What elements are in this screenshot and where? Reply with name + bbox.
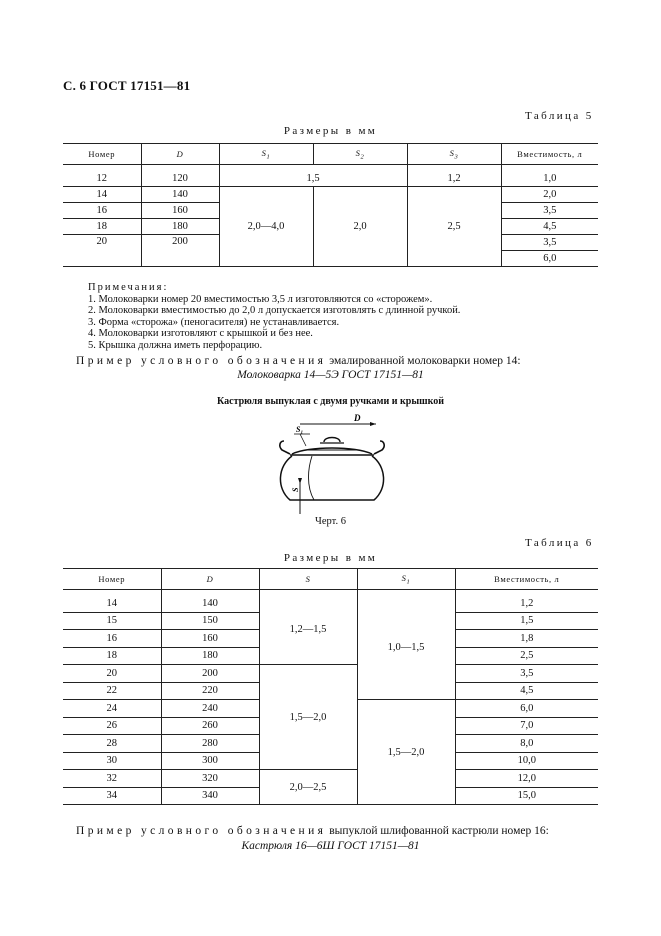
- table-cell: 8,0: [455, 735, 598, 753]
- example1-lead: Пример условного обозначения: [76, 355, 327, 367]
- table-cell: 7,0: [455, 717, 598, 735]
- table6-caption: Таблица 6: [525, 537, 594, 549]
- table-cell: 160: [141, 202, 219, 218]
- label-s1: S₁: [296, 425, 304, 434]
- table6-header-s: S: [259, 569, 357, 590]
- table-cell: 1,5: [455, 612, 598, 630]
- table-cell: 220: [161, 682, 259, 700]
- note-item: 5. Крышка должна иметь перфорацию.: [88, 339, 263, 351]
- table-cell: 1,5: [219, 171, 407, 187]
- table-cell: 150: [161, 612, 259, 630]
- table-cell: 180: [141, 218, 219, 234]
- table5: [63, 143, 598, 267]
- table-cell: 34: [63, 787, 161, 805]
- table6: [63, 568, 598, 805]
- example1-line: [76, 355, 521, 367]
- table-cell: 2,5: [407, 186, 501, 266]
- table-cell: 20: [63, 234, 141, 266]
- table-cell: 2,0: [313, 186, 407, 266]
- table-cell: 28: [63, 735, 161, 753]
- table-cell: 180: [161, 647, 259, 665]
- table6-header-volume: Вместимость, л: [455, 569, 598, 590]
- table-cell: 2,0—4,0: [219, 186, 313, 266]
- table-cell: 1,0: [501, 171, 598, 187]
- table-cell: 14: [63, 595, 161, 612]
- table-cell: 3,5: [501, 202, 598, 218]
- table-cell: 20: [63, 665, 161, 683]
- table-cell: 16: [63, 202, 141, 218]
- figure-caption: Черт. 6: [315, 516, 346, 527]
- note-item: 3. Форма «сторожа» (пеногасителя) не устанавливается.: [88, 316, 340, 328]
- notes-title: Примечания:: [88, 282, 169, 293]
- table-cell: 1,5—2,0: [357, 700, 455, 805]
- example2-line: [76, 825, 549, 837]
- table5-header-s2: $S_2$: [313, 144, 407, 165]
- example1-code: Молоковарка 14—5Э ГОСТ 17151—81: [237, 369, 424, 381]
- table5-caption: Таблица 5: [525, 110, 594, 122]
- notes: [88, 282, 460, 352]
- table-cell: 26: [63, 717, 161, 735]
- table6-header-nomer: Номер: [63, 569, 161, 590]
- table-cell: 140: [141, 186, 219, 202]
- table-cell: 15,0: [455, 787, 598, 805]
- label-d: D: [354, 413, 361, 423]
- example2-code: Кастрюля 16—6Ш ГОСТ 17151—81: [241, 840, 420, 852]
- table-cell: 1,2: [455, 595, 598, 612]
- label-s: S: [291, 487, 300, 492]
- table-cell: 2,5: [455, 647, 598, 665]
- table-cell: 240: [161, 700, 259, 718]
- table5-header-s1: $S_1$: [219, 144, 313, 165]
- table-cell: 14: [63, 186, 141, 202]
- table-cell: 3,5: [455, 665, 598, 683]
- table-cell: 2,0: [501, 186, 598, 202]
- table-cell: 2,0—2,5: [259, 770, 357, 805]
- table-cell: 12: [63, 171, 141, 187]
- table5-header-nomer: Номер: [63, 144, 141, 165]
- table-cell: 10,0: [455, 752, 598, 770]
- table-cell: 6,0: [455, 700, 598, 718]
- table-cell: 140: [161, 595, 259, 612]
- table-cell: 1,5—2,0: [259, 665, 357, 770]
- table6-header-d: D: [161, 569, 259, 590]
- example2-rest: выпуклой шлифованной кастрюли номер 16:: [326, 825, 549, 837]
- table6-header-s1: $S_1$: [357, 569, 455, 590]
- figure-title: Кастрюля выпуклая с двумя ручками и крышкой: [217, 396, 444, 407]
- table-cell: 1,2—1,5: [259, 595, 357, 665]
- note-item: 4. Молоковарки изготовляют с крышкой и без нее.: [88, 328, 313, 340]
- pot-drawing: [268, 408, 388, 519]
- table-cell: 260: [161, 717, 259, 735]
- table-cell: 18: [63, 647, 161, 665]
- example1-rest: эмалированной молоковарки номер 14:: [326, 355, 521, 367]
- table-cell: 280: [161, 735, 259, 753]
- table-cell: 16: [63, 630, 161, 648]
- table-cell: 3,5: [501, 234, 598, 250]
- table-cell: 200: [141, 234, 219, 266]
- table-cell: 1,0—1,5: [357, 595, 455, 700]
- table-cell: 1,2: [407, 171, 501, 187]
- table5-header-s3: $S_3$: [407, 144, 501, 165]
- note-item: 2. Молоковарки вместимостью до 2,0 л допускается изготовлять с длинной ручкой.: [88, 305, 461, 317]
- table-cell: 30: [63, 752, 161, 770]
- table-cell: 12,0: [455, 770, 598, 788]
- table-cell: 340: [161, 787, 259, 805]
- table5-header-d: D: [141, 144, 219, 165]
- table-cell: 18: [63, 218, 141, 234]
- table-cell: 4,5: [455, 682, 598, 700]
- pot-drawing-svg: [268, 408, 388, 514]
- table5-header-volume: Вместимость, л: [501, 144, 598, 165]
- table6-subtitle: Размеры в мм: [283, 552, 378, 564]
- page-header: С. 6 ГОСТ 17151—81: [63, 78, 191, 93]
- table-cell: 1,8: [455, 630, 598, 648]
- table-cell: 320: [161, 770, 259, 788]
- table-cell: 300: [161, 752, 259, 770]
- table5-subtitle: Размеры в мм: [283, 125, 378, 137]
- table-cell: 22: [63, 682, 161, 700]
- table-cell: 160: [161, 630, 259, 648]
- table-cell: 200: [161, 665, 259, 683]
- table-cell: 120: [141, 171, 219, 187]
- example2-lead: Пример условного обозначения: [76, 825, 327, 837]
- table-cell: 15: [63, 612, 161, 630]
- table-cell: 6,0: [501, 250, 598, 266]
- table-cell: 4,5: [501, 218, 598, 234]
- table-cell: 24: [63, 700, 161, 718]
- note-item: 1. Молоковарки номер 20 вместимостью 3,5 л изготовляются со «сторожем».: [88, 293, 433, 305]
- table-cell: 32: [63, 770, 161, 788]
